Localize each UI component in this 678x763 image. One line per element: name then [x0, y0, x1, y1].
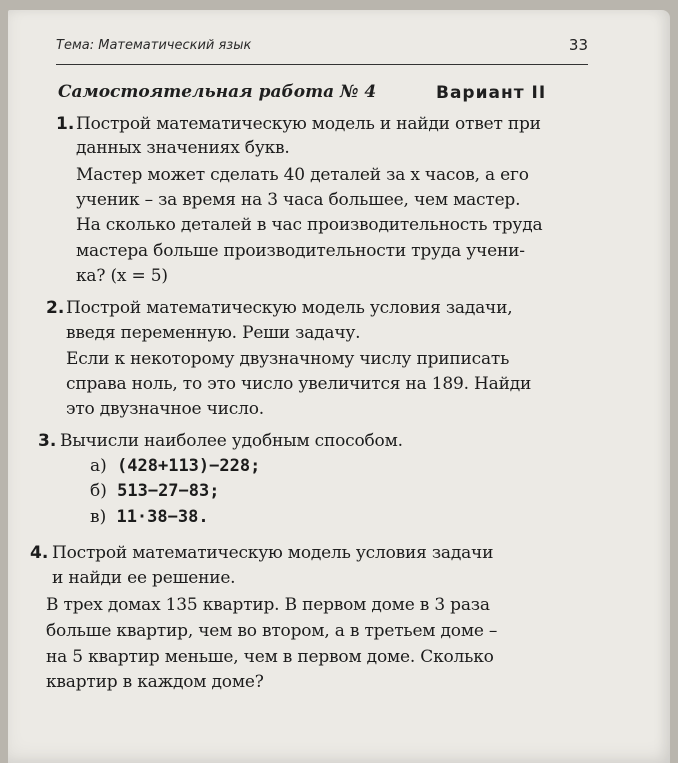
task-number: 1. — [56, 114, 75, 134]
task-number: 4. — [30, 543, 49, 563]
task-line: квартир в каждом доме? — [46, 672, 264, 692]
topic-title: Тема: Математический язык — [56, 38, 252, 53]
task-line: Мастер может сделать 40 деталей за x часов, а его — [76, 165, 529, 185]
task-line: на 5 квартир меньше, чем в первом доме. Сколько — [46, 647, 494, 667]
calc-item-a — [90, 456, 260, 476]
task-line: Построй математическую модель условия задачи — [52, 543, 494, 563]
task-line: введя переменную. Реши задачу. — [66, 323, 361, 343]
book-page — [8, 10, 670, 763]
task-line: это двузначное число. — [66, 399, 264, 419]
task-line: В трех домах 135 квартир. В первом доме в 3 раза — [46, 595, 490, 615]
task-line: Вычисли наиболее удобным способом. — [60, 431, 403, 451]
task-line: ка? (x = 5) — [76, 266, 168, 286]
task-line: больше квартир, чем во втором, а в третьем доме – — [46, 621, 498, 641]
task-line: мастера больше производительности труда учени- — [76, 241, 525, 261]
page-header — [56, 36, 588, 65]
calc-label: а) — [90, 456, 107, 476]
task-number: 3. — [38, 431, 57, 451]
calc-label: б) — [90, 481, 107, 501]
calc-item-b — [90, 481, 219, 501]
task-line: справа ноль, то это число увеличится на 189. Найди — [66, 374, 532, 394]
task-line: данных значениях букв. — [76, 138, 290, 158]
calc-expression: 513−27−83; — [117, 481, 220, 501]
calc-label: в) — [90, 507, 107, 527]
task-line: Построй математическую модель и найди ответ при — [76, 114, 541, 134]
calc-expression: (428+113)−228; — [117, 456, 261, 476]
work-title: Самостоятельная работа № 4 — [58, 82, 377, 102]
calc-item-c — [90, 507, 209, 527]
task-line: Если к некоторому двузначному числу приписать — [66, 349, 510, 369]
task-line: и найди ее решение. — [52, 568, 236, 588]
page-number: 33 — [568, 36, 588, 54]
task-line: ученик – за время на 3 часа большее, чем мастер. — [76, 190, 521, 210]
calc-expression: 11·38−38. — [116, 507, 209, 527]
task-number: 2. — [46, 298, 65, 318]
task-line: Построй математическую модель условия задачи, — [66, 298, 513, 318]
task-line: На сколько деталей в час производительность труда — [76, 215, 543, 235]
variant-label: Вариант II — [436, 83, 547, 103]
